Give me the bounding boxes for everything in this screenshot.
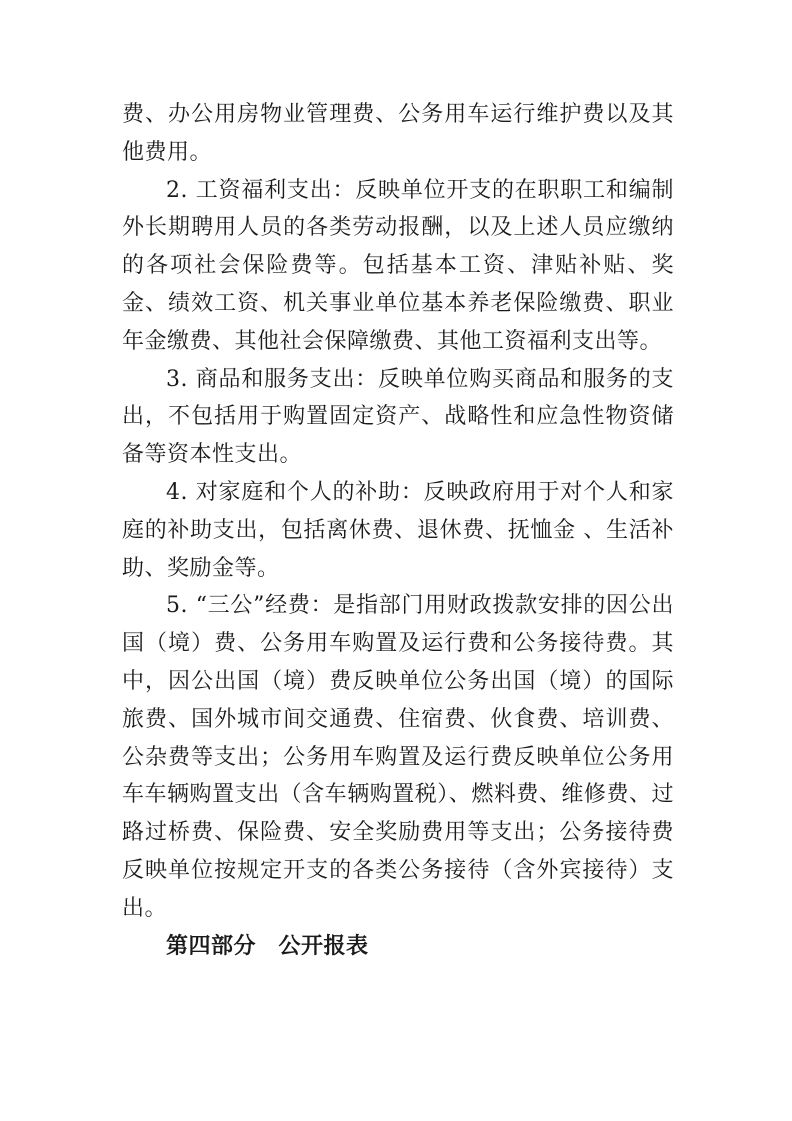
section-heading: 第四部分 公开报表 — [166, 933, 369, 959]
document-body — [122, 96, 674, 966]
paragraph-continuation: 费、办公用房物业管理费、公务用车运行维护费以及其他费用。 — [122, 102, 674, 165]
paragraph-goods-services: 3. 商品和服务支出：反映单位购买商品和服务的支出，不包括用于购置固定资产、战略性和应急性物资储备等资本性支出。 — [122, 366, 674, 468]
paragraph-salary-welfare: 2. 工资福利支出：反映单位开支的在职职工和编制外长期聘用人员的各类劳动报酬，以及上述人员应缴纳的各项社会保险费等。包括基本工资、津贴补贴、奖金、绩效工资、机关事业单位基本养老保险缴费、职业年金缴费、其他社会保障缴费、其他工资福利支出等。 — [122, 177, 674, 354]
paragraph-three-public-expenses: 5. “三公”经费：是指部门用财政拨款安排的因公出国（境）费、公务用车购置及运行费和公务接待费。其中，因公出国（境）费反映单位公务出国（境）的国际旅费、国外城市间交通费、住宿费、伙食费、培训费、公杂费等支出；公务用车购置及运行费反映单位公务用车车辆购置支出（含车辆购置税）、燃料费、维修费、过路过桥费、保险费、安全奖励费用等支出；公务接待费反映单位按规定开支的各类公务接待（含外宾接待）支出。 — [122, 593, 674, 921]
paragraph-household-subsidy: 4. 对家庭和个人的补助：反映政府用于对个人和家庭的补助支出，包括离休费、退休费、抚恤金 、生活补助、奖励金等。 — [122, 479, 674, 581]
